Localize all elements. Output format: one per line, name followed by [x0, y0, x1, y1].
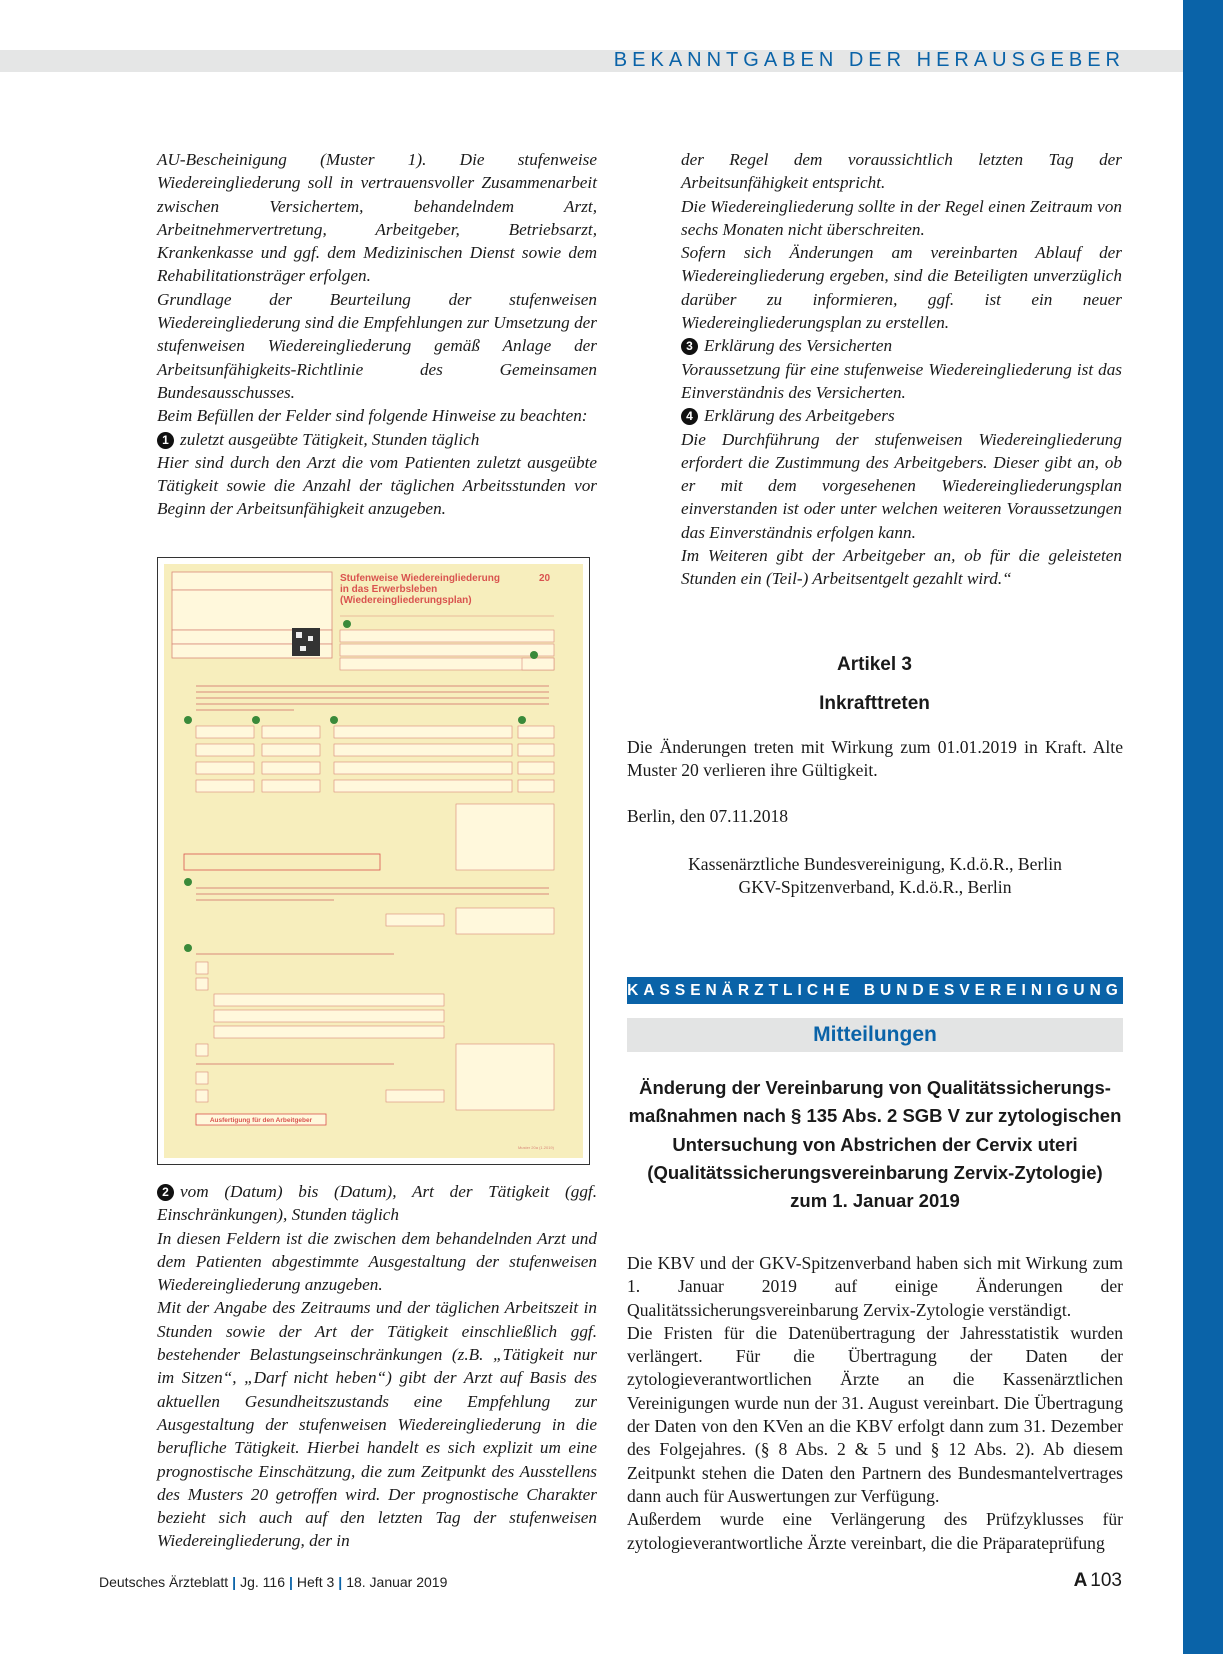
number-badge: 3: [681, 338, 698, 355]
left-column: [157, 148, 597, 521]
paragraph: In diesen Feldern ist die zwischen dem behandelnden Arzt und dem Patienten abgestimmte Ausgestaltung der stufenweisen Wiedereingliederung anzugeben.: [157, 1228, 597, 1295]
form-caption: Ausfertigung für den Arbeitgeber: [209, 1117, 313, 1124]
kbv-section-bar: KASSENÄRZTLICHE BUNDESVEREINIGUNG: [627, 977, 1123, 1004]
form-number: 20: [539, 573, 551, 584]
article-text: Die Änderungen treten mit Wirkung zum 01.01.2019 in Kraft. Alte Muster 20 verlieren ihre Gültigkeit.: [627, 737, 1123, 781]
separator: |: [338, 1574, 343, 1590]
issue: Heft 3: [296, 1574, 335, 1590]
form-image-muster-20: [157, 557, 590, 1165]
signatory: Kassenärztliche Bundesvereinigung, K.d.ö.R., Berlin: [688, 854, 1062, 874]
number-badge: 4: [681, 408, 698, 425]
item-heading: [157, 1180, 597, 1227]
page-prefix: A: [1073, 1570, 1088, 1591]
signatories: [627, 853, 1123, 900]
kbv-headline: [627, 1074, 1123, 1215]
form-title-line: Stufenweise Wiedereingliederung: [340, 573, 500, 584]
item-title: Erklärung des Versicherten: [704, 336, 893, 356]
form-footer: Muster 20a (1.2019): [517, 1145, 554, 1150]
paragraph: Die Wiedereingliederung sollte in der Regel einen Zeitraum von sechs Monaten nicht überschreiten.: [681, 196, 1122, 239]
paragraph: Die Fristen für die Datenübertragung der Jahresstatistik wurden verlängert. Für die Übertragung der Daten der zytologieverantwortlichen Ärzte an die Kassenärztlichen Vereinigungen wurde nun der 31. August vereinbart. Die Übertragung der Daten von den KVen an die KBV erfolgt dann zum 31. Dezember des Folgejahres. (§ 8 Abs. 2 & 5 und § 12 Abs. 2). Ab diesem Zeitpunkt stehen die Daten den Partnern des Bundesmantelvertrages dann auch für Auswertungen zur Verfügung.: [627, 1322, 1123, 1506]
article-heading: [627, 645, 1122, 723]
right-column: [681, 148, 1122, 591]
paragraph: Die KBV und der GKV-Spitzenverband haben sich mit Wirkung zum 1. Januar 2019 auf einige Änderungen der Qualitätssicherungsvereinbarung Zervix-Zytologie verständigt.: [627, 1253, 1123, 1320]
sidebar-accent: [1183, 0, 1223, 1654]
item-title: vom (Datum) bis (Datum), Art der Tätigkeit (ggf. Einschränkungen), Stunden täglich: [157, 1182, 597, 1225]
item-heading: [157, 428, 597, 451]
number-badge: 2: [157, 1184, 174, 1201]
item-heading: [681, 404, 1122, 427]
kbv-body: [627, 1252, 1123, 1555]
paragraph: Voraussetzung für eine stufenweise Wiedereingliederung ist das Einverständnis des Versicherten.: [681, 359, 1122, 402]
paragraph: Beim Befüllen der Felder sind folgende Hinweise zu beachten:: [157, 406, 588, 426]
headline-line: (Qualitätssicherungsvereinbarung Zervix-Zytologie): [647, 1161, 1103, 1183]
paragraph: der Regel dem voraussichtlich letzten Tag der Arbeitsunfähigkeit entspricht.: [681, 150, 1122, 193]
headline-line: zum 1. Januar 2019: [790, 1190, 960, 1212]
page-footer: [99, 1574, 447, 1590]
left-column-lower: [157, 1180, 597, 1553]
separator: |: [288, 1574, 293, 1590]
form-title-line: (Wiedereingliederungsplan): [340, 595, 472, 606]
article-title: Inkrafttreten: [819, 693, 930, 714]
journal-name: Deutsches Ärzteblatt: [99, 1574, 229, 1590]
number-badge: 1: [157, 432, 174, 449]
article-label: Artikel 3: [837, 654, 912, 675]
section-header: BEKANNTGABEN DER HERAUSGEBER: [613, 49, 1125, 71]
form-illustration: [164, 564, 583, 1158]
form-title-line: in das Erwerbsleben: [340, 584, 438, 595]
paragraph: AU-Bescheinigung (Muster 1). Die stufenweise Wiedereingliederung soll in vertrauensvoller Zusammenarbeit zwischen Versichertem, behandelndem Arzt, Arbeitnehmervertretung, Arbeitgeber, Betriebsarzt, Krankenkasse und ggf. dem Medizinischen Dienst sowie dem Rehabilitationsträger erfolgen.: [157, 150, 597, 286]
signatory: GKV-Spitzenverband, K.d.ö.R., Berlin: [738, 877, 1012, 898]
paragraph: Im Weiteren gibt der Arbeitgeber an, ob für die geleisteten Stunden ein (Teil-) Arbeitsentgelt gezahlt wird.“: [681, 546, 1122, 589]
paragraph: Sofern sich Änderungen am vereinbarten Ablauf der Wiedereingliederung ergeben, sind die Beteiligten unverzüglich darüber zu informieren, ggf. ist ein neuer Wiedereingliederungsplan zu erstellen.: [681, 243, 1122, 333]
page-value: 103: [1090, 1570, 1122, 1591]
separator: |: [232, 1574, 237, 1590]
volume: Jg. 116: [240, 1574, 285, 1590]
mitteilungen-heading: Mitteilungen: [627, 1018, 1123, 1052]
paragraph: Außerdem wurde eine Verlängerung des Prüfzyklusses für zytologieverantwortliche Ärzte vereinbart, die die Präparateprüfung: [627, 1509, 1123, 1553]
headline-line: maßnahmen nach § 135 Abs. 2 SGB V zur zytologischen: [628, 1105, 1122, 1127]
place-date: Berlin, den 07.11.2018: [627, 806, 789, 826]
item-title: Erklärung des Arbeitgebers: [704, 406, 895, 426]
item-title: zuletzt ausgeübte Tätigkeit, Stunden täglich: [180, 429, 480, 449]
paragraph: Die Durchführung der stufenweisen Wiedereingliederung erfordert die Zustimmung des Arbeitgebers. Dieser gibt an, ob er mit dem vorgesehenen Wiedereingliederungsplan einverstanden ist oder unter welchen weiteren Voraussetzungen das Einverständnis erfolgen kann.: [681, 429, 1122, 542]
item-heading: [681, 334, 1122, 357]
paragraph: Mit der Angabe des Zeitraums und der täglichen Arbeitszeit in Stunden sowie der Art der Tätigkeit einschließlich ggf. bestehender Belastungseinschränkungen (z.B. „Tätigkeit nur im Sitzen“, „Darf nicht heben“) gibt der Arzt auf Basis des aktuellen Gesundheitszustands eine Empfehlung zur Ausgestaltung der stufenweisen Wiedereingliederung in die berufliche Tätigkeit. Hierbei handelt es sich explizit um eine prognostische Einschätzung, die zum Zeitpunkt des Ausstellens des Musters 20 getroffen wird. Der prognostische Charakter bezieht sich auch auf den letzten Tag der stufenweisen Wiedereingliederung, der in: [157, 1298, 597, 1551]
headline-line: Änderung der Vereinbarung von Qualitätssicherungs-: [639, 1077, 1111, 1098]
paragraph: Hier sind durch den Arzt die vom Patienten zuletzt ausgeübte Tätigkeit sowie die Anzahl der täglichen Arbeitsstunden vor Beginn der Arbeitsunfähigkeit anzugeben.: [157, 452, 597, 519]
issue-date: 18. Januar 2019: [346, 1574, 448, 1590]
page-number: [1074, 1570, 1122, 1592]
headline-line: Untersuchung von Abstrichen der Cervix uteri: [672, 1133, 1078, 1155]
paragraph: Grundlage der Beurteilung der stufenweisen Wiedereingliederung sind die Empfehlungen zur Umsetzung der stufenweisen Wiedereingliederung gemäß Anlage der Arbeitsunfähigkeits-Richtlinie des Gemeinsamen Bundesausschusses.: [157, 289, 597, 402]
